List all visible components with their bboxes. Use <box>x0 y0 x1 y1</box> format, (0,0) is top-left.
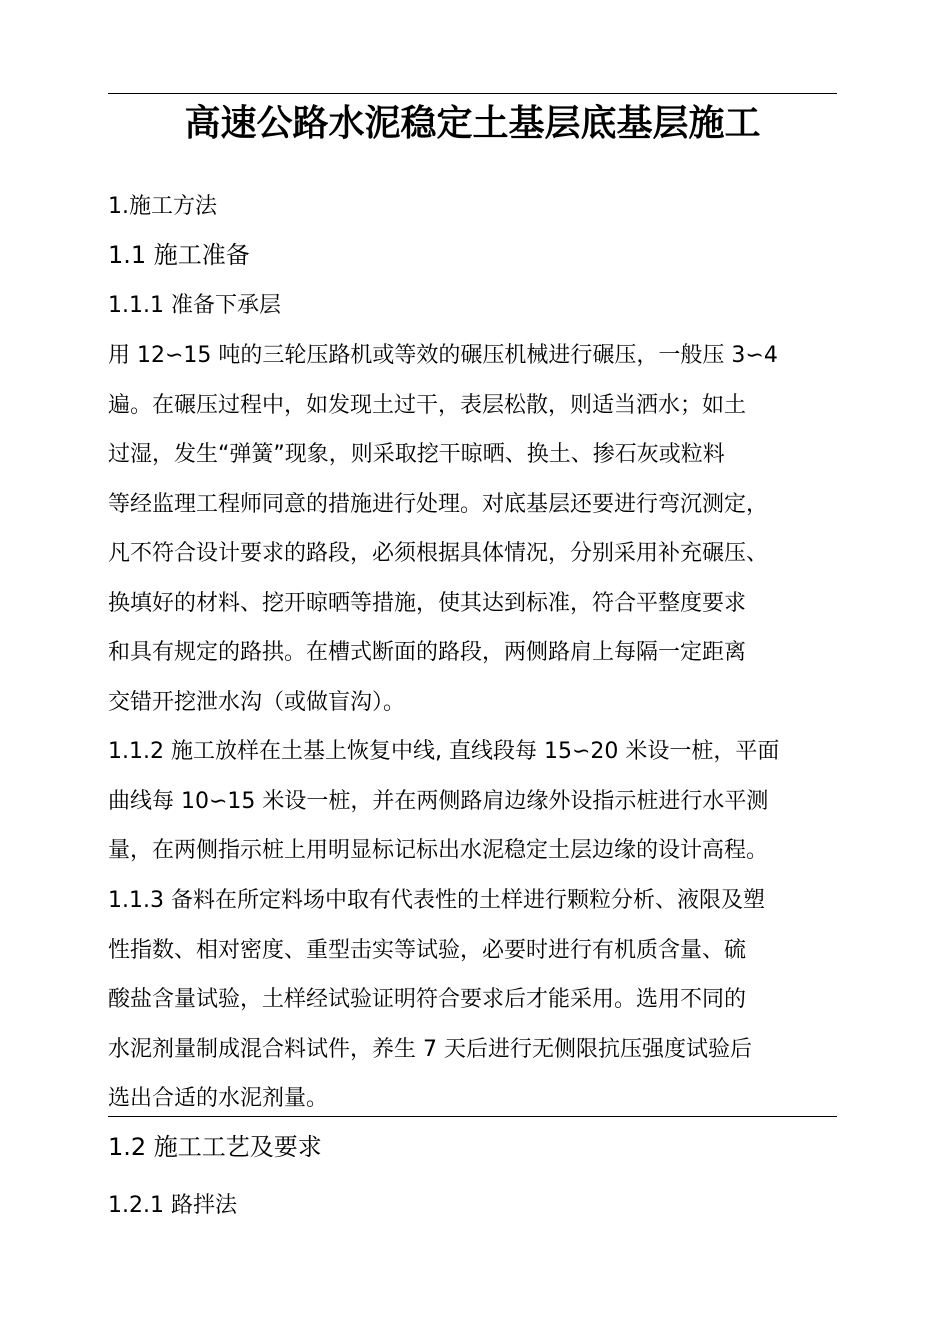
paragraph-line: 水泥剂量制成混合料试件，养生 7 天后进行无侧限抗压强度试验后 <box>108 1036 752 1062</box>
paragraph-line: 遍。在碾压过程中，如发现土过干，表层松散，则适当洒水；如土 <box>108 392 747 418</box>
heading-1-1: 1.1 施工准备 <box>108 241 250 269</box>
paragraph-line: 1.1.2 施工放样在土基上恢复中线, 直线段每 15∽20 米设一桩，平面 <box>108 739 780 764</box>
heading-1-2-1: 1.2.1 路拌法 <box>108 1193 237 1218</box>
top-divider <box>108 93 837 94</box>
paragraph-line: 用 12∽15 吨的三轮压路机或等效的碾压机械进行碾压，一般压 3∽4 <box>108 343 778 368</box>
paragraph-line: 换填好的材料、挖开晾晒等措施，使其达到标准，符合平整度要求 <box>108 590 747 616</box>
paragraph-line: 和具有规定的路拱。在槽式断面的路段，两侧路肩上每隔一定距离 <box>108 640 747 665</box>
paragraph-line: 等经监理工程师同意的措施进行处理。对底基层还要进行弯沉测定， <box>108 491 769 517</box>
paragraph-layout-staking <box>108 727 848 876</box>
paragraph-line: 性指数、相对密度、重型击实等试验，必要时进行有机质含量、硫 <box>108 937 747 963</box>
heading-1-1-1: 1.1.1 准备下承层 <box>108 293 281 318</box>
paragraph-line: 选出合适的水泥剂量。 <box>108 1086 329 1111</box>
paragraph-line: 交错开挖泄水沟（或做盲沟）。 <box>108 689 406 715</box>
paragraph-line: 1.1.3 备料在所定料场中取有代表性的土样进行颗粒分析、液限及塑 <box>108 888 765 913</box>
paragraph-line: 过湿，发生“弹簧”现象，则采取挖干晾晒、换土、掺石灰或粒料 <box>108 442 725 467</box>
paragraph-prepare-subgrade <box>108 331 848 727</box>
paragraph-line: 凡不符合设计要求的路段，必须根据具体情况，分别采用补充碾压、 <box>108 541 769 566</box>
heading-1: 1.施工方法 <box>108 194 217 219</box>
document-title: 高速公路水泥稳定土基层底基层施工 <box>184 103 761 144</box>
middle-divider <box>108 1116 837 1117</box>
paragraph-line: 曲线每 10∽15 米设一桩，并在两侧路肩边缘外设指示桩进行水平测 <box>108 788 769 814</box>
paragraph-line: 量，在两侧指示桩上用明显标记标出水泥稳定土层边缘的设计高程。 <box>108 838 769 863</box>
heading-1-2: 1.2 施工工艺及要求 <box>108 1133 322 1161</box>
paragraph-line: 酸盐含量试验，土样经试验证明符合要求后才能采用。选用不同的 <box>108 987 747 1012</box>
paragraph-material-preparation <box>108 876 848 1124</box>
